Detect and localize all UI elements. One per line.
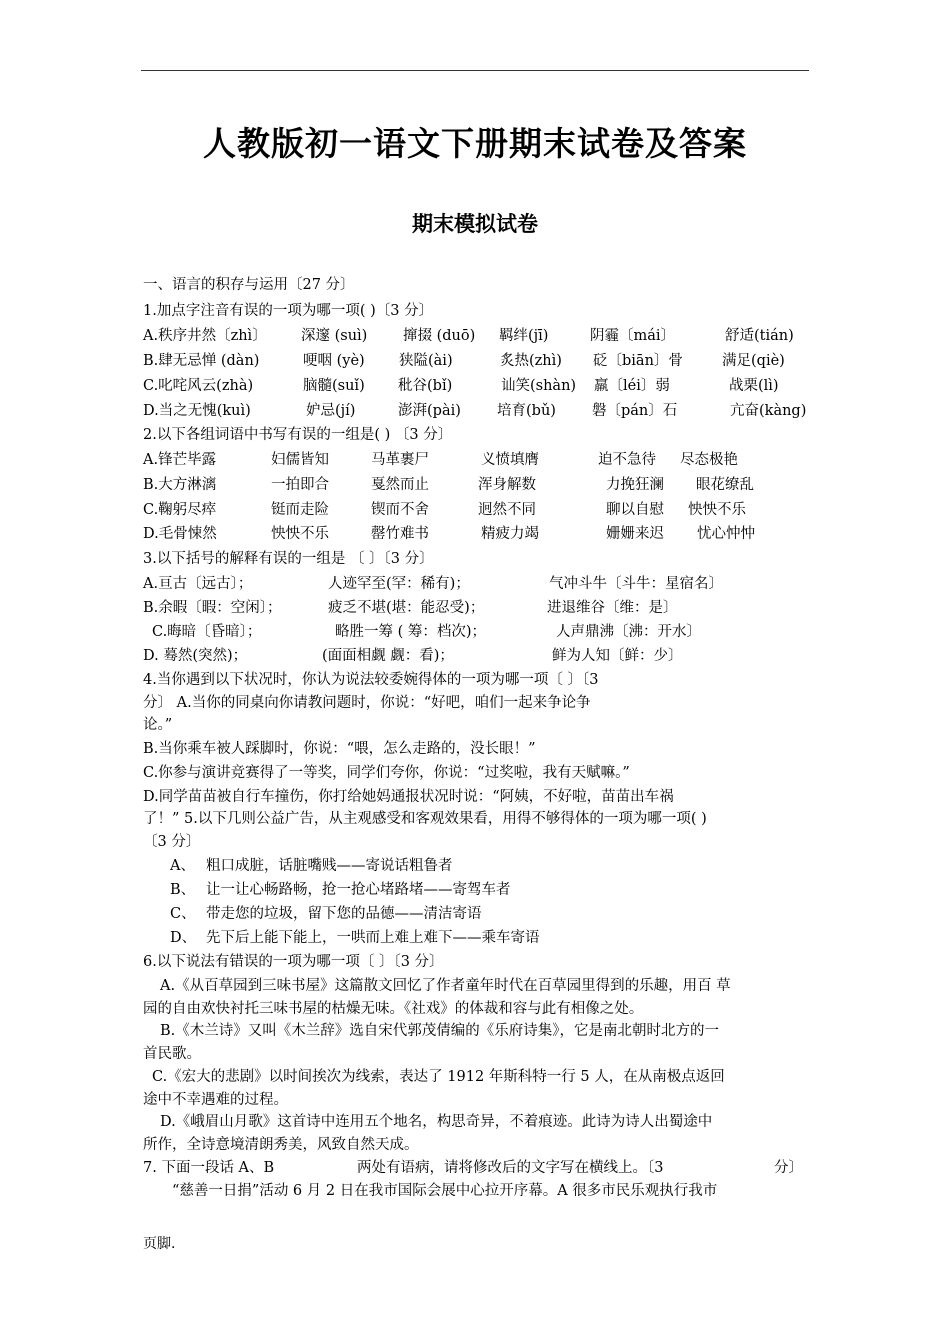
q2-row-a-c1: A.锋芒毕露: [143, 452, 217, 468]
q2-row-b-c3: 戛然而止: [371, 477, 429, 493]
q2-row-b-c6: 眼花缭乱: [696, 477, 754, 493]
q1-row-b-c4: 炙热(zhì): [500, 353, 562, 369]
q1-row-c-c3: 秕谷(bǐ): [398, 378, 453, 394]
q1-row-a-c6: 舒适(tián): [725, 328, 794, 344]
q5-option-b-label: B、: [170, 882, 196, 898]
q1-row-a-c1: A.秩序井然〔zhì〕: [143, 328, 267, 344]
q5-option-d-text: 先下后上能下能上，一哄而上难上难下——乘车寄语: [206, 930, 540, 946]
q3-row-c-c2: 略胜一筹 ( 筹：档次)；: [335, 624, 487, 640]
q2-row-b-c5: 力挽狂澜: [606, 477, 664, 493]
q7-stem-part3: 分〕: [774, 1160, 803, 1176]
q2-row-b-c4: 浑身解数: [478, 477, 536, 493]
q6-option-d-line2: 所作，全诗意境清朗秀美，风致自然天成。: [143, 1137, 419, 1153]
header-rule: [141, 70, 809, 71]
q4-option-c: C.你参与演讲竞赛得了一等奖，同学们夸你，你说：“过奖啦，我有天赋嘛。”: [143, 765, 630, 781]
page-title: 人教版初一语文下册期末试卷及答案: [203, 124, 747, 163]
q2-row-d-c3: 罄竹难书: [371, 526, 429, 542]
q1-row-a-c3: 撺掇 (duō): [403, 328, 476, 344]
q7-passage-line1: “慈善一日捐”活动 6 月 2 日在我市国际会展中心拉开序幕。A 很多市民乐观执行我市: [172, 1183, 718, 1199]
q1-row-c-c1: C.叱咤风云(zhà): [143, 378, 254, 394]
q3-row-a-c3: 气冲斗牛〔斗牛：星宿名〕: [549, 576, 723, 592]
q6-option-c-line2: 途中不幸遇难的过程。: [143, 1092, 288, 1108]
q5-option-c-label: C、: [170, 906, 196, 922]
q6-stem: 6.以下说法有错误的一项为哪一项〔 〕〔3 分〕: [143, 954, 444, 970]
q3-row-a-c2: 人迹罕至(罕：稀有)；: [328, 576, 470, 592]
q4-option-d-line1: D.同学苗苗被自行车撞伤，你打给她妈通报状况时说：“阿姨，不好啦，苗苗出车祸: [143, 789, 674, 805]
q5-option-b-text: 让一让心畅路畅，抢一抢心堵路堵——寄驾车者: [206, 882, 511, 898]
q3-row-d-c1: D. 蓦然(突然)；: [143, 648, 248, 664]
q6-option-d-line1: D.《峨眉山月歌》这首诗中连用五个地名，构思奇异，不着痕迹。此诗为诗人出蜀途中: [160, 1114, 713, 1130]
q3-row-a-c1: A.亘古〔远古〕；: [143, 576, 253, 592]
q3-row-b-c2: 疲乏不堪(堪：能忍受)；: [328, 600, 485, 616]
q3-row-c-c1: C.晦暗〔昏暗〕；: [152, 624, 262, 640]
q2-row-c-c2: 铤而走险: [271, 502, 329, 518]
q2-row-a-c2: 妇儒皆知: [271, 452, 329, 468]
q2-stem: 2.以下各组词语中书写有误的一组是( ) 〔3 分〕: [143, 427, 453, 443]
q3-stem: 3.以下括号的解释有误的一组是 〔 〕〔3 分〕: [143, 551, 434, 567]
q1-stem: 1.加点字注音有误的一项为哪一项( )〔3 分〕: [143, 303, 434, 319]
q1-row-c-c6: 战栗(lì): [729, 378, 779, 394]
q2-row-a-c4: 义愤填膺: [481, 452, 539, 468]
page-footer: 页脚.: [143, 1236, 176, 1252]
q1-row-c-c4: 讪笑(shàn): [501, 378, 577, 394]
q3-row-b-c1: B.余暇〔暇：空闲〕；: [143, 600, 282, 616]
q1-row-a-c4: 羁绊(jī): [499, 328, 549, 344]
q1-row-b-c2: 哽咽 (yè): [303, 353, 365, 369]
q5-option-a-text: 粗口成脏，话脏嘴贱——寄说话粗鲁者: [206, 858, 453, 874]
q7-stem-part2: 两处有语病，请将修改后的文字写在横线上。〔3: [357, 1160, 664, 1176]
q3-row-d-c2: (面面相觑 觑：看)；: [322, 648, 454, 664]
q6-option-b-line1: B.《木兰诗》又叫《木兰辞》选自宋代郭茂倩编的《乐府诗集》，它是南北朝时北方的一: [160, 1023, 720, 1039]
q1-row-a-c5: 阴霾〔mái〕: [590, 328, 676, 344]
q2-row-d-c1: D.毛骨悚然: [143, 526, 217, 542]
q2-row-d-c4: 精疲力竭: [481, 526, 539, 542]
q5-score: 〔3 分〕: [143, 834, 201, 850]
q1-row-d-c2: 妒忌(jí): [306, 403, 356, 419]
q1-row-d-c1: D.当之无愧(kuì): [143, 403, 251, 419]
q4-stem-line1: 4.当你遇到以下状况时，你认为说法较委婉得体的一项为哪一项〔 〕〔3: [143, 672, 599, 688]
q4-option-b: B.当你乘车被人踩脚时，你说：“喂，怎么走路的，没长眼！”: [143, 741, 536, 757]
q5-option-d-label: D、: [170, 930, 197, 946]
q6-option-b-line2: 首民歌。: [143, 1046, 201, 1062]
q2-row-c-c6: 怏怏不乐: [688, 502, 746, 518]
q3-row-d-c3: 鲜为人知〔鲜：少〕: [552, 648, 683, 664]
q6-option-a-line2: 园的自由欢快衬托三味书屋的枯燥无味。《社戏》的体裁和容与此有相像之处。: [143, 1001, 644, 1017]
q4-stem-line3: 论。”: [143, 717, 173, 733]
q3-row-b-c3: 进退维谷〔维：是〕: [547, 600, 678, 616]
q1-row-d-c5: 磐〔pán〕石: [592, 403, 678, 419]
q6-option-a-line1: A.《从百草园到三味书屋》这篇散文回忆了作者童年时代在百草园里得到的乐趣，用百 草: [160, 978, 731, 994]
q2-row-d-c5: 姗姗来迟: [606, 526, 664, 542]
q3-row-c-c3: 人声鼎沸〔沸：开水〕: [556, 624, 701, 640]
q1-row-b-c1: B.肆无忌惮 (dàn): [143, 353, 260, 369]
q1-row-d-c4: 培育(bǔ): [497, 403, 556, 419]
q2-row-d-c2: 怏怏不乐: [271, 526, 329, 542]
section-heading: 一、语言的积存与运用〔27 分〕: [143, 277, 355, 293]
q1-row-b-c5: 砭〔biān〕骨: [593, 353, 683, 369]
q1-row-c-c5: 羸〔léi〕弱: [594, 378, 670, 394]
q2-row-c-c1: C.鞠躬尽瘁: [143, 502, 217, 518]
q4-stem-line2: 分〕 A.当你的同桌向你请教问题时，你说：“好吧，咱们一起来争论争: [143, 695, 591, 711]
q7-stem-part1: 7. 下面一段话 A、B: [143, 1160, 275, 1176]
q1-row-a-c2: 深邃 (suì): [301, 328, 368, 344]
q2-row-b-c1: B.大方淋漓: [143, 477, 217, 493]
q2-row-d-c6: 忧心忡忡: [697, 526, 755, 542]
q4-option-d-line2: 了！” 5.以下几则公益广告，从主观感受和客观效果看，用得不够得体的一项为哪一项( ): [143, 811, 707, 827]
q1-row-d-c6: 亢奋(kàng): [730, 403, 807, 419]
q6-option-c-line1: C.《宏大的悲剧》以时间挨次为线索，表达了 1912 年斯科特一行 5 人，在从南极点返回: [152, 1069, 725, 1085]
q1-row-d-c3: 澎湃(pài): [398, 403, 461, 419]
q5-option-a-label: A、: [170, 858, 195, 874]
q1-row-b-c6: 满足(qiè): [722, 353, 785, 369]
q2-row-c-c5: 聊以自慰: [606, 502, 664, 518]
q2-row-c-c4: 迥然不同: [478, 502, 536, 518]
q1-row-b-c3: 狭隘(ài): [399, 353, 453, 369]
q1-row-c-c2: 脑髓(suǐ): [303, 378, 365, 394]
q2-row-a-c5: 迫不急待: [598, 452, 656, 468]
q2-row-c-c3: 锲而不舍: [371, 502, 429, 518]
page-subtitle: 期末模拟试卷: [412, 211, 538, 236]
q2-row-a-c3: 马革裹尸: [371, 452, 429, 468]
q2-row-a-c6: 尽态极艳: [680, 452, 738, 468]
q5-option-c-text: 带走您的垃圾，留下您的品德——清洁寄语: [206, 906, 482, 922]
q2-row-b-c2: 一拍即合: [271, 477, 329, 493]
